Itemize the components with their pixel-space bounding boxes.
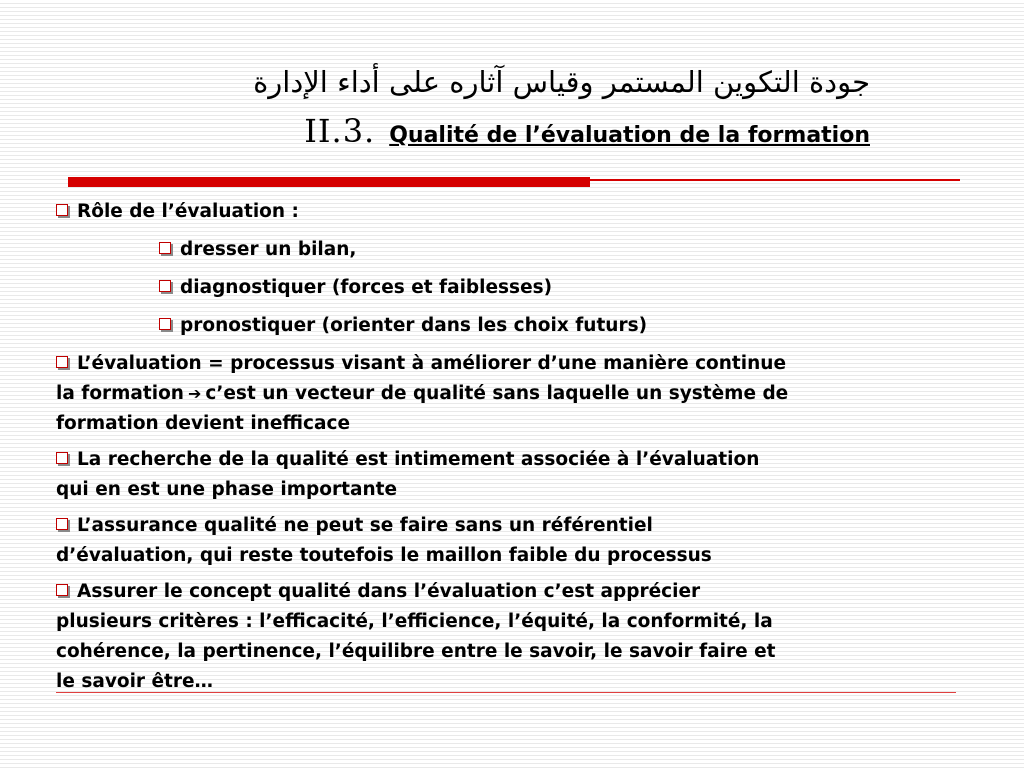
section-title: Qualité de l’évaluation de la formation [389, 123, 870, 148]
paragraph-text: La recherche de la qualité est intimement associée à l’évaluation [77, 449, 760, 470]
square-bullet-icon [56, 356, 68, 368]
paragraph-text: L’évaluation = processus visant à améliorer d’une manière continue [77, 353, 786, 374]
list-item-text: diagnostiquer (forces et faiblesses) [180, 277, 553, 298]
paragraph-line [56, 379, 1016, 409]
paragraph-line [56, 577, 1016, 607]
title-rule-thick [68, 177, 590, 187]
section-number: II.3. [304, 112, 376, 150]
paragraph-text: d’évaluation, qui reste toutefois le maillon faible du processus [56, 545, 712, 566]
square-bullet-icon [56, 584, 68, 596]
paragraph-text: cohérence, la pertinence, l’équilibre entre le savoir, le savoir faire et [56, 641, 776, 662]
paragraph-line [56, 409, 1016, 439]
arabic-title: جودة التكوين المستمر وقياس آثاره على أداء الإدارة [253, 65, 870, 99]
paragraph-text: qui en est une phase importante [56, 479, 398, 500]
paragraph-concept [56, 577, 1016, 697]
paragraph-text: le savoir être… [56, 671, 214, 692]
paragraph-line [56, 541, 1016, 571]
arrow-right-icon: ➔ [187, 384, 202, 403]
paragraph-line [56, 475, 1016, 505]
paragraph-line [56, 445, 1016, 475]
square-bullet-icon [56, 204, 68, 216]
paragraph-text: c’est un vecteur de qualité sans laquelle un système de [205, 383, 789, 404]
list-item [159, 311, 1016, 341]
paragraph-text: L’assurance qualité ne peut se faire sans un référentiel [77, 515, 653, 536]
square-bullet-icon [159, 242, 171, 254]
paragraph-line [56, 637, 1016, 667]
paragraph-text: la formation [56, 383, 184, 404]
paragraph-text: Assurer le concept qualité dans l’évaluation c’est apprécier [77, 581, 701, 602]
bottom-rule [56, 692, 956, 693]
title-rule-thin [590, 179, 960, 181]
square-bullet-icon [159, 318, 171, 330]
paragraph-evaluation [56, 349, 1016, 439]
list-item-text: pronostiquer (orienter dans les choix futurs) [180, 315, 648, 336]
list-item [159, 273, 1016, 303]
role-heading [56, 197, 1016, 227]
square-bullet-icon [159, 280, 171, 292]
square-bullet-icon [56, 518, 68, 530]
paragraph-line [56, 349, 1016, 379]
role-heading-text: Rôle de l’évaluation : [77, 201, 299, 222]
section-heading [60, 112, 870, 150]
paragraph-assurance [56, 511, 1016, 571]
slide-body [56, 197, 1016, 697]
role-list [159, 235, 1016, 341]
paragraph-recherche [56, 445, 1016, 505]
list-item-text: dresser un bilan, [180, 239, 357, 260]
paragraph-text: formation devient inefficace [56, 413, 350, 434]
paragraph-line [56, 607, 1016, 637]
paragraph-line [56, 511, 1016, 541]
list-item [159, 235, 1016, 265]
paragraph-text: plusieurs critères : l’efficacité, l’efficience, l’équité, la conformité, la [56, 611, 773, 632]
square-bullet-icon [56, 452, 68, 464]
